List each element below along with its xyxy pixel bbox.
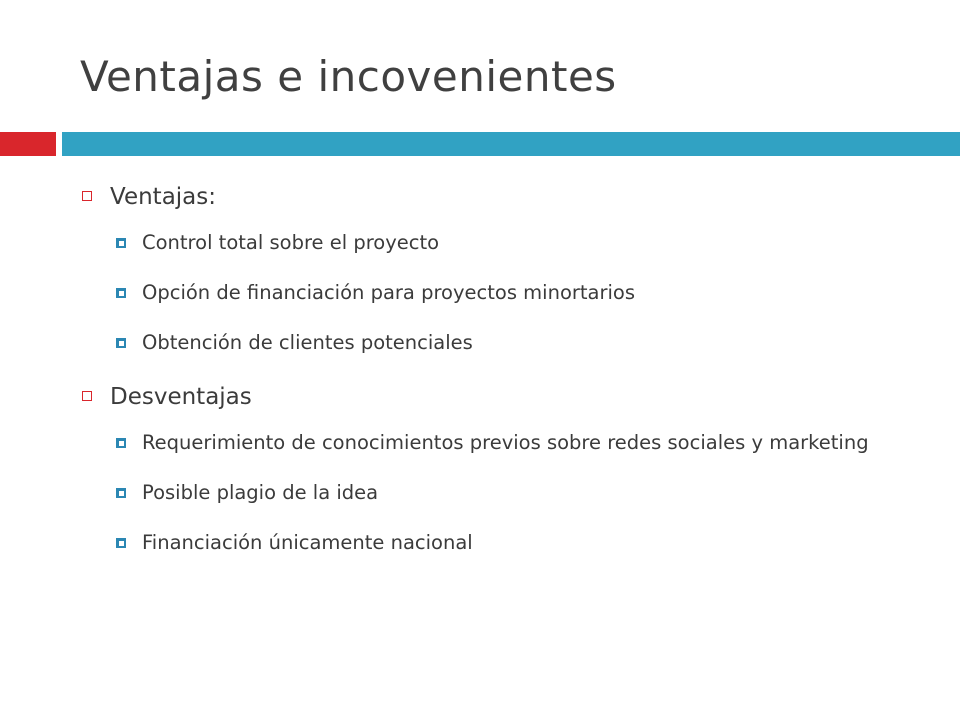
section-heading-text: Ventajas: [110,184,217,210]
title-accent-blue-bar [62,132,960,156]
filled-square-bullet-icon [116,438,126,448]
filled-square-bullet-icon [116,538,126,548]
list-item-text: Opción de financiación para proyectos minortarios [142,281,636,304]
title-accent-red-bar [0,132,56,156]
list-item [114,278,920,308]
list-item-text: Posible plagio de la idea [142,481,379,504]
hollow-square-bullet-icon [82,391,92,401]
section-heading-desventajas [80,380,920,414]
section-heading-text: Desventajas [110,384,252,410]
list-item [114,478,920,508]
list-item [114,228,920,258]
list-item-text: Obtención de clientes potenciales [142,331,473,354]
filled-square-bullet-icon [116,488,126,498]
filled-square-bullet-icon [116,338,126,348]
slide-content [80,180,920,578]
filled-square-bullet-icon [116,288,126,298]
list-item-text: Financiación únicamente nacional [142,531,473,554]
slide-title: Ventajas e incovenientes [80,52,617,101]
hollow-square-bullet-icon [82,191,92,201]
section-heading-ventajas [80,180,920,214]
list-item-text: Requerimiento de conocimientos previos sobre redes sociales y marketing [142,431,869,454]
filled-square-bullet-icon [116,238,126,248]
list-item [114,528,920,558]
list-item [114,328,920,358]
list-item [114,428,920,458]
list-item-text: Control total sobre el proyecto [142,231,440,254]
